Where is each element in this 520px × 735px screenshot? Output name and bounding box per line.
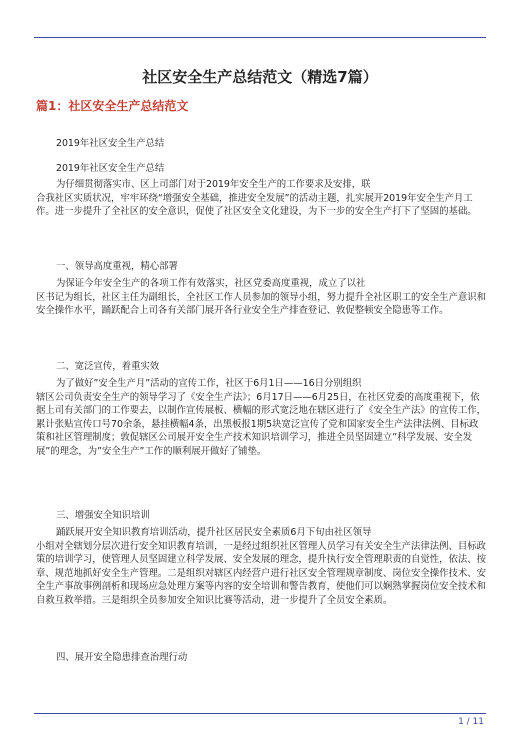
- section-1-continuation: 区书记为组长，社区主任为副组长，全社区工作人员参加的领导小组，努力提升全社区职工的安全生产意识和安全操作水平，踊跃配合上司各有关部门展开各行业安全生产排查登记、敦促整顿安全隐患等工作。: [36, 291, 487, 317]
- subtitle-1: 2019年社区安全生产总结: [56, 138, 165, 150]
- chapter-heading: 篇1：社区安全生产总结范文: [36, 99, 189, 113]
- intro-first-line: 为仔细贯彻落实市、区上司部门对于2019年安全生产的工作要求及安排，联: [56, 179, 371, 190]
- section-2-first-line: 为了做好”安全生产月”活动的宣传工作，社区于6月1日——16日分别组织: [56, 378, 362, 389]
- header-rule: [34, 37, 486, 38]
- section-3-continuation: 小组对全辖划分层次进行安全知识教育培训，一是经过组织社区管理人员学习有关安全生产法律法例、目标政策的培训学习，使管理人员坚固建立科学发展、安全发展的理念，提升执行安全管理职责的自觉性，依法、按章、规范地抓好安全生产管理。二是组织对辖区内经营户进行社区安全管理规章制度、岗位安全操作技术、安全生产事故事例剖析和现场应急处理方案等内容的安全培训和警告教育，使他们可以娴熟掌握岗位安全技术和自救互救举措。三是组织全员参加安全知识比赛等活动，进一步提升了全员安全素质。: [36, 540, 487, 606]
- intro-paragraph: [36, 178, 486, 219]
- section-1-heading: 一、领导高度重视，精心部署: [56, 261, 178, 273]
- section-2-continuation: 辖区公司负责安全生产的领导学习了《安全生产法》；6月17日——6月25日，在社区党委的高度重视下，依据上司有关部门的工作要去，以制作宣传展板、横幅的形式宽泛地在辖区进行了《安全生产法》的宣传工作，累计张贴宣传口号70余条，悬挂横幅4条，出黑板报1期5块宽泛宣传了党和国家安全生产法律法例、目标政策和社区管理制度；敦促辖区公司展开安全生产技术知识培训学习，推进全员坚固建立”科学发展、安全发展”的理念，为”安全生产”工作的顺利展开做好了铺垫。: [36, 391, 487, 457]
- section-2-heading: 二、宽泛宣传，着重实效: [56, 361, 160, 373]
- section-2-paragraph: [36, 377, 486, 459]
- footer-rule: [34, 713, 486, 714]
- subtitle-2: 2019年社区安全生产总结: [56, 163, 165, 175]
- page-number: 1 / 11: [458, 717, 484, 727]
- document-title: 社区安全生产总结范文（精选7篇）: [142, 68, 378, 86]
- section-4-heading: 四、展开安全隐患排查治理行动: [56, 652, 188, 664]
- section-3-first-line: 踊跃展开安全知识教育培训活动，提升社区居民安全素质6月下旬由社区领导: [56, 527, 372, 538]
- section-1-paragraph: [36, 277, 486, 318]
- intro-continuation: 合我社区实质状况，牢牢环绕“增强安全基础，推进安全发展”的活动主题，扎实展开2019年安全生产月工作。进一步提升了全社区的安全意识，促使了社区安全文化建设，为下一步的安全生产打下了坚固的基础。: [36, 192, 477, 218]
- section-3-paragraph: [36, 526, 486, 608]
- section-3-heading: 三、增强安全知识培训: [56, 510, 150, 522]
- section-1-first-line: 为保证今年安全生产的各项工作有效落实，社区党委高度重视，成立了以社: [56, 278, 366, 289]
